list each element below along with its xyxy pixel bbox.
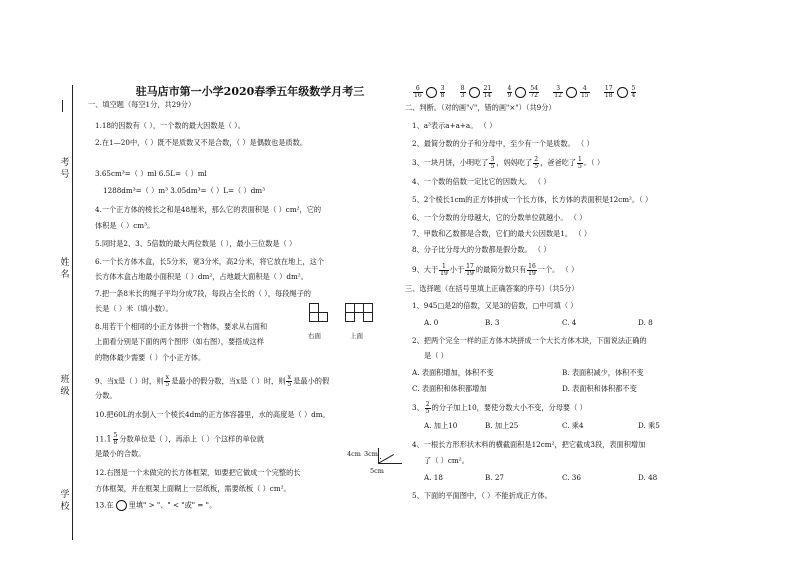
s2-q8: 8、分子比分母大的分数都是假分数。 （ ） [412,245,551,254]
s2-q3-part-c: ，爸爸吃了 [540,158,577,167]
fraction-numerator: 4 [580,86,590,93]
fraction [580,86,590,99]
compare-item-1 [412,84,446,99]
s3-q1-option-a: A. 0 [424,318,439,327]
s1-q12a: 12.右图是一个未做完的长方体框架，如要把它做成一个完整的长 [95,468,301,477]
compare-circle-icon [469,87,480,98]
fraction-numerator: 6 [413,86,423,93]
s1-q11-part-b: 分数单位是（ ），再添上（ ）个这样的单位就 [119,434,265,444]
s1-q7b: 长是（ ）米（填小数）。 [95,304,173,313]
fraction-denominator: 15 [580,91,589,99]
s3-q3-part-b: 的分子加上10，要使分数大小不变，分母要（ ） [431,403,587,412]
s3-q4-option-d: D. 48 [638,473,658,482]
fraction-denominator: 12 [554,91,562,99]
s2-q3-part-a: 3、一块月饼，小明吃了 [412,158,489,167]
fraction [604,86,614,99]
fraction [631,86,637,99]
fraction-numerator: 8 [460,84,465,92]
fraction-numerator: 5 [113,432,118,439]
fraction-numerator: 5 [631,84,636,92]
section1-header: 一、填空题（每空1分，共29分） [88,100,196,109]
margin-binding-line [72,85,73,540]
compare-circle-icon [426,87,437,98]
compare-circle-icon [617,87,628,98]
s1-q8b: 上面看分别是下面的两个图形（如右图），要搭成这样 [95,337,264,346]
fraction [507,86,513,99]
s3-q2-option-d: D. 表面积和体积都不变 [562,384,637,393]
fraction-denominator: 5 [287,381,292,388]
s2-q9 [412,262,578,278]
compare-circle-icon [515,87,526,98]
exam-title: 驻马店市第一小学2020春季五年级数学月考三 [135,85,365,98]
s1-q5: 5.同时是2、3、5倍数的最大两位数是（ ），最小三位数是（ ） [95,239,297,248]
fraction-numerator: 3 [553,86,563,93]
compare-item-3 [506,84,540,99]
s1-q3b: 1288dm³=（ ）m³ 3.05dm³=（ ）L=（ ）dm³ [103,186,265,195]
s3-q2a: 2、把两个完全一样的正方体木块拼成一个大长方体木块，下面说法正确的 [412,336,647,345]
s3-q4-option-b: B. 27 [485,473,504,482]
s3-q1-option-b: B. 3 [485,318,500,327]
s2-q9-part-a: 9、大于 [412,265,439,274]
s3-q1-option-d: D. 8 [638,318,653,327]
s3-q2-option-a: A. 表面积增加，体积不变 [412,368,494,377]
fraction-denominator: 5 [578,162,582,170]
fraction-denominator: 14 [483,91,492,99]
s1-q1: 1.18的因数有（ ），一个数的最大因数是（ ）。 [95,121,245,130]
s3-q3-part-a: 3、 [412,403,424,412]
margin-label-xuexiao: 学校 [60,490,70,512]
s1-q9d: 分数。 [95,391,117,400]
fraction-numerator: 3 [440,84,445,92]
s2-q3 [412,155,604,171]
s3-q2b: 是（ ） [424,351,448,360]
s2-q3-part-d: 。（ ） [583,158,605,167]
fraction-numerator: x [165,374,170,381]
s1-q13 [95,500,216,511]
fraction-denominator: 19 [466,269,474,277]
compare-circle-icon [566,87,577,98]
s3-q3-option-b: B. 加上25 [485,421,519,430]
s1-q3a: 3.65cm³=（ ）ml 6.5L=（ ）ml [95,169,207,178]
fraction [553,86,563,99]
compare-circle-icon [116,500,127,511]
fraction-denominator: 19 [528,269,536,277]
fraction [529,86,539,99]
fraction-numerator: x [287,374,292,381]
fraction-numerator: 21 [483,84,492,92]
fraction-denominator: 19 [440,269,448,277]
fraction-numerator: 17 [604,84,613,92]
s3-q4a: 4、一根长方形形状木料的横截面积是12cm²，把它截成3段，表面积增加 [412,440,646,449]
s1-q9-part-c: 是最小的假 [293,376,330,386]
fraction [533,157,539,170]
fraction [465,264,475,277]
s3-q3 [412,400,587,416]
fraction-denominator: 5 [425,407,430,415]
fraction-denominator: 4 [631,91,636,99]
s3-q4-option-c: C. 36 [562,473,581,482]
fraction-numerator: 4 [507,84,512,92]
fraction-denominator: 5 [534,162,539,170]
fraction-denominator: 8 [113,439,118,446]
fraction-denominator: 8 [440,91,445,99]
s2-q2: 2、最简分数的分子和分母中，至少有一个是质数。 （ ） [412,139,594,148]
fraction-numerator: 54 [530,84,538,92]
s3-q4b: 了（ ）cm²。 [424,456,469,465]
s3-q2-option-c: C. 表面积和体积都增加 [412,384,487,393]
fraction-numerator: 1 [578,155,582,163]
margin-label-xingming: 姓名 [60,258,70,280]
s1-q12b: 方体框架，并在框架上面糊上一层纸板，需要纸板（ ）cm²。 [95,484,291,493]
fraction-denominator: 16 [414,91,422,99]
fraction [425,402,431,415]
fraction-denominator: 5 [490,162,495,170]
fraction [489,157,495,170]
fraction-numerator: 2 [534,155,539,163]
fraction [440,86,446,99]
s1-q2: 2.在1—20中，（ ）既不是质数又不是合数，（ ）是偶数也是质数。 [95,138,308,147]
s3-q3-option-a: A. 加上10 [424,421,458,430]
s3-q3-option-d: D. 乘5 [638,421,660,430]
cuboid-edge [380,458,381,459]
fraction-numerator: 16 [528,262,536,270]
fraction [439,264,449,277]
fraction [527,264,537,277]
s2-q9-part-b: 小于 [449,265,465,274]
fraction-numerator: 3 [490,155,495,163]
s1-q11-number: 11. [95,434,107,444]
s3-q1: 1、945□是2的倍数，又是3的倍数，□中可填（ ） [412,301,578,310]
s2-q3-part-b: ，妈妈吃了 [496,158,533,167]
s2-q7: 7、甲数和乙数都是合数，它们的最大公因数是1。 （ ） [412,229,592,238]
fraction [413,86,423,99]
fraction-denominator: 72 [530,91,538,99]
s1-q6a: 6.一个长方体木盒，长5分米，宽3分米，高2分米，将它放在地上，这个 [95,257,325,266]
fraction-denominator: 3 [460,91,465,99]
fraction [460,86,466,99]
cuboid-label-width: 3cm [364,450,378,458]
cuboid-label-height: 4cm [347,450,361,458]
section3-header: 三、选择题（在括号里填上正确答案的序号）（共5分） [405,284,579,293]
s1-q7a: 7.把一条8米长的绳子平均分成7段，每段占全长的（ ），每段绳子的 [95,289,311,298]
s2-q4: 4、一个数的倍数一定比它的因数大。 （ ） [412,177,551,186]
s1-q4b: 体积是（ ）cm³。 [95,221,155,230]
s1-q11c: 是最小的合数。 [95,449,146,458]
s3-q2-option-b: B. 表面积减少，体积不变 [562,368,644,377]
s1-q9 [95,375,329,388]
fraction [113,433,119,446]
fraction-denominator: 5 [165,381,170,388]
s1-q4a: 4.一个正方体的棱长之和是48厘米，那么它的表面积是（ ）cm²，它的 [95,205,322,214]
fraction-numerator: 1 [439,264,449,271]
fraction [483,86,493,99]
s3-q3-option-c: C. 乘4 [562,421,584,430]
compare-item-5 [603,84,637,99]
fraction-numerator: 2 [425,400,430,408]
fraction [577,157,583,170]
s2-q9-part-d: 一个。 （ ） [537,265,579,274]
mixed-number-whole: 1 [106,434,112,444]
s2-q1: 1、a³表示a+a+a。 （ ） [412,121,497,130]
compare-item-4 [552,84,590,99]
s1-q13-part-b: 里填" > "、" < "或" = "。 [128,500,217,510]
s1-q13-part-a: 13.在 [95,500,114,510]
cuboid-label-length: 5cm [370,467,384,475]
section2-header: 二、判断。（对的画"√"，错的画"×"）（共9分） [405,103,556,112]
compare-row [412,83,637,101]
s1-q6b: 长方体木盒占地最小面积是（ ）dm²，占地最大面积是（ ）dm²。 [95,272,308,281]
fraction-numerator: 17 [466,262,474,270]
margin-tick [62,100,63,112]
compare-item-2 [459,84,493,99]
s1-q10: 10.把60L的水倒入一个棱长4dm的正方体容器里，水的高度是（ ）dm。 [95,410,330,419]
cuboid-edge [378,463,402,464]
fraction-denominator: 18 [604,91,613,99]
fraction [286,375,292,388]
fraction-denominator: 9 [507,91,512,99]
s3-q1-option-c: C. 4 [562,318,577,327]
s1-q11 [95,433,264,446]
s1-q9-part-a: 9、当x是（ ）时，则 [95,376,164,386]
s2-q6: 6、一个分数的分母越大，它的分数单位就越小。 （ ） [412,213,587,222]
figure-right-label: 右面 [308,332,321,340]
figure-top-label: 上面 [350,332,363,340]
margin-label-kaohao: 考号 [60,158,70,180]
s3-q4-option-a: A. 18 [424,473,443,482]
s1-q8a: 8.用若干个相同的小正方体拼一个物体，要求从右面和 [95,322,268,331]
margin-label-banji: 班级 [60,375,70,397]
s2-q5: 5、2个棱长1cm的正方体拼成一个长方体，长方体的表面积是12cm²。（ ） [412,195,653,204]
s3-q5: 5、下面的平面图中，（ ）不能折成正方体。 [412,491,552,500]
s2-q9-part-c: 的最简分数只有 [475,265,527,274]
s1-q8c: 的物体最少需要（ ）个小正方体。 [95,353,206,362]
fraction [164,375,170,388]
s1-q9-part-b: 是最小的假分数，当x是（ ）时，则 [171,376,286,386]
